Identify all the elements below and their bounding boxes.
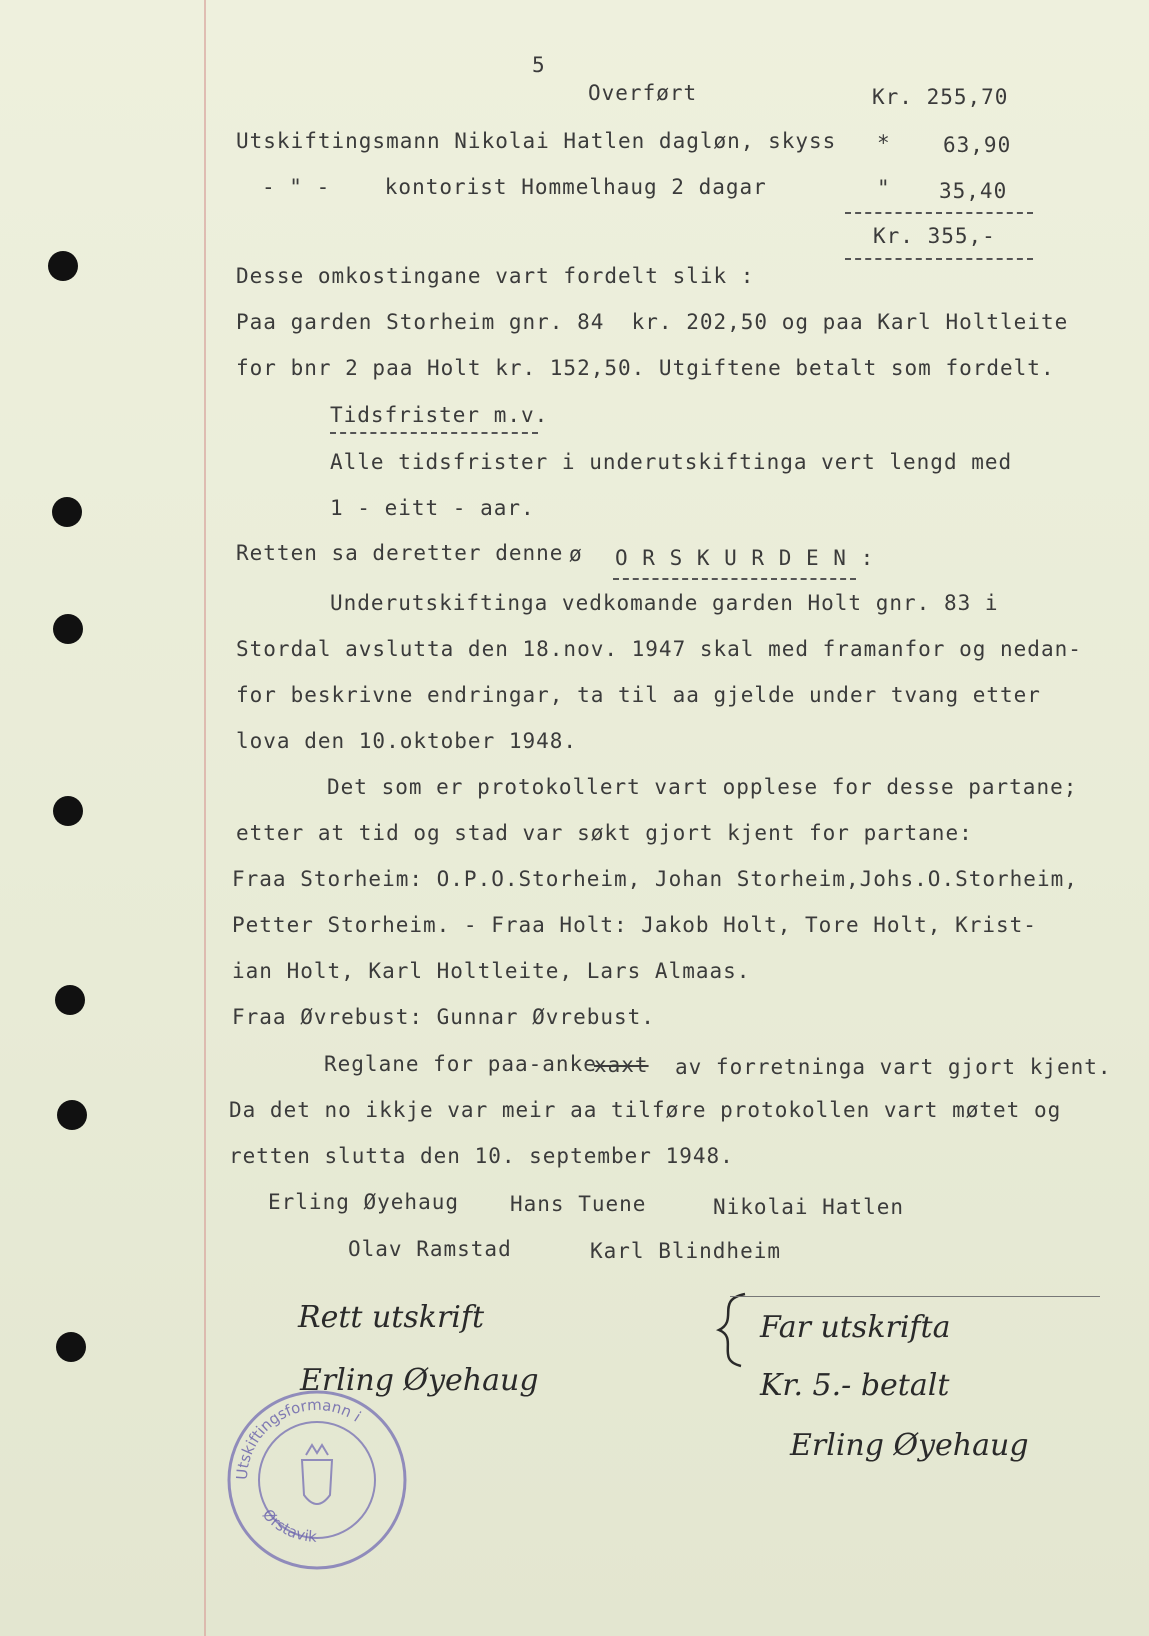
cost-line-text: Utskiftingsmann Nikolai Hatlen dagløn, skyss bbox=[236, 129, 837, 153]
sum-rule bbox=[845, 258, 1033, 260]
stamp-ring-text: Utskiftingsformann i bbox=[232, 1395, 365, 1481]
text-line: Reglane for paa-anke bbox=[324, 1052, 597, 1076]
handwritten-note: Rett utskrift bbox=[298, 1300, 485, 1335]
text-line: Underutskiftinga vedkomande garden Holt gnr. 83 i bbox=[330, 591, 999, 615]
punch-hole bbox=[57, 1100, 87, 1130]
signature-name: Nikolai Hatlen bbox=[713, 1195, 905, 1219]
signature-name: Hans Tuene bbox=[510, 1192, 647, 1216]
section-heading: Tidsfrister m.v. bbox=[330, 403, 549, 427]
official-stamp bbox=[222, 1385, 412, 1575]
handwritten-brace bbox=[705, 1290, 755, 1430]
punch-hole bbox=[53, 614, 83, 644]
stamp-bottom-text: Ørstavik bbox=[258, 1505, 318, 1546]
punch-hole bbox=[48, 251, 78, 281]
text-line: Alle tidsfrister i underutskiftinga vert lengd med bbox=[330, 450, 1013, 474]
handwritten-signature: Erling Øyehaug bbox=[790, 1428, 1029, 1463]
sum-rule bbox=[845, 212, 1033, 214]
punch-hole bbox=[55, 985, 85, 1015]
text-line: lova den 10.oktober 1948. bbox=[236, 729, 578, 753]
text-line: 1 - eitt - aar. bbox=[330, 496, 535, 520]
struck-word: xaxt bbox=[594, 1053, 649, 1077]
punch-hole bbox=[56, 1332, 86, 1362]
text-line: Fraa Storheim: O.P.O.Storheim, Johan Storheim,Johs.O.Storheim, bbox=[232, 867, 1078, 891]
cost-line-text: - " - kontorist Hommelhaug 2 dagar bbox=[262, 175, 767, 199]
punch-hole bbox=[52, 497, 82, 527]
punch-hole bbox=[53, 796, 83, 826]
crest-shield-icon bbox=[302, 1460, 332, 1504]
page-number: 5 bbox=[532, 53, 546, 77]
text-line: Petter Storheim. - Fraa Holt: Jakob Holt, Tore Holt, Krist- bbox=[232, 913, 1037, 937]
margin-line bbox=[204, 0, 206, 1636]
text-line: Fraa Øvrebust: Gunnar Øvrebust. bbox=[232, 1005, 655, 1029]
svg-text:Utskiftingsformann i bbox=[233, 1396, 364, 1481]
signature-name: Karl Blindheim bbox=[590, 1239, 782, 1263]
signature-name: Erling Øyehaug bbox=[268, 1190, 460, 1214]
text-line: Da det no ikkje var meir aa tilføre protokollen vart møtet og bbox=[229, 1098, 1062, 1122]
text-line: av forretninga vart gjort kjent. bbox=[675, 1055, 1112, 1079]
text-line: etter at tid og stad var søkt gjort kjent for partane: bbox=[236, 821, 973, 845]
cost-line-mark: " bbox=[877, 176, 891, 200]
crown-icon bbox=[306, 1445, 328, 1455]
text-line: Det som er protokollert vart opplese for desse partane; bbox=[327, 775, 1078, 799]
text-line: ian Holt, Karl Holtleite, Lars Almaas. bbox=[232, 959, 751, 983]
cost-line-amount: 35,40 bbox=[939, 179, 1008, 203]
handwritten-note: Far utskrifta bbox=[760, 1310, 951, 1345]
total-amount: Kr. 355,- bbox=[873, 224, 996, 248]
svg-text:Ørstavik bbox=[259, 1506, 318, 1546]
cost-line-mark: * bbox=[877, 131, 891, 155]
cost-line-amount: 63,90 bbox=[943, 133, 1012, 157]
orskurden-heading: O R S K U R D E N : bbox=[615, 546, 875, 570]
text-line: for bnr 2 paa Holt kr. 152,50. Utgiftene betalt som fordelt. bbox=[236, 356, 1055, 380]
heading-underline bbox=[613, 578, 856, 580]
text-line: Desse omkostingane vart fordelt slik : bbox=[236, 264, 755, 288]
handwritten-note: Kr. 5.- betalt bbox=[760, 1368, 950, 1403]
text-line: retten slutta den 10. september 1948. bbox=[229, 1144, 734, 1168]
heading-underline bbox=[330, 432, 538, 434]
handwritten-signature: Erling Øyehaug bbox=[300, 1363, 539, 1398]
handwritten-rule bbox=[730, 1296, 1100, 1297]
text-line: Paa garden Storheim gnr. 84 kr. 202,50 og paa Karl Holtleite bbox=[236, 310, 1069, 334]
signature-name: Olav Ramstad bbox=[348, 1237, 512, 1261]
text-line: for beskrivne endringar, ta til aa gjelde under tvang etter bbox=[236, 683, 1041, 707]
struck-mark: ø bbox=[569, 542, 583, 566]
overfort-amount: Kr. 255,70 bbox=[872, 85, 1009, 109]
text-line: Stordal avslutta den 18.nov. 1947 skal med framanfor og nedan- bbox=[236, 637, 1082, 661]
overfort-label: Overført bbox=[588, 81, 698, 105]
text-line: Retten sa deretter denne bbox=[236, 541, 564, 565]
